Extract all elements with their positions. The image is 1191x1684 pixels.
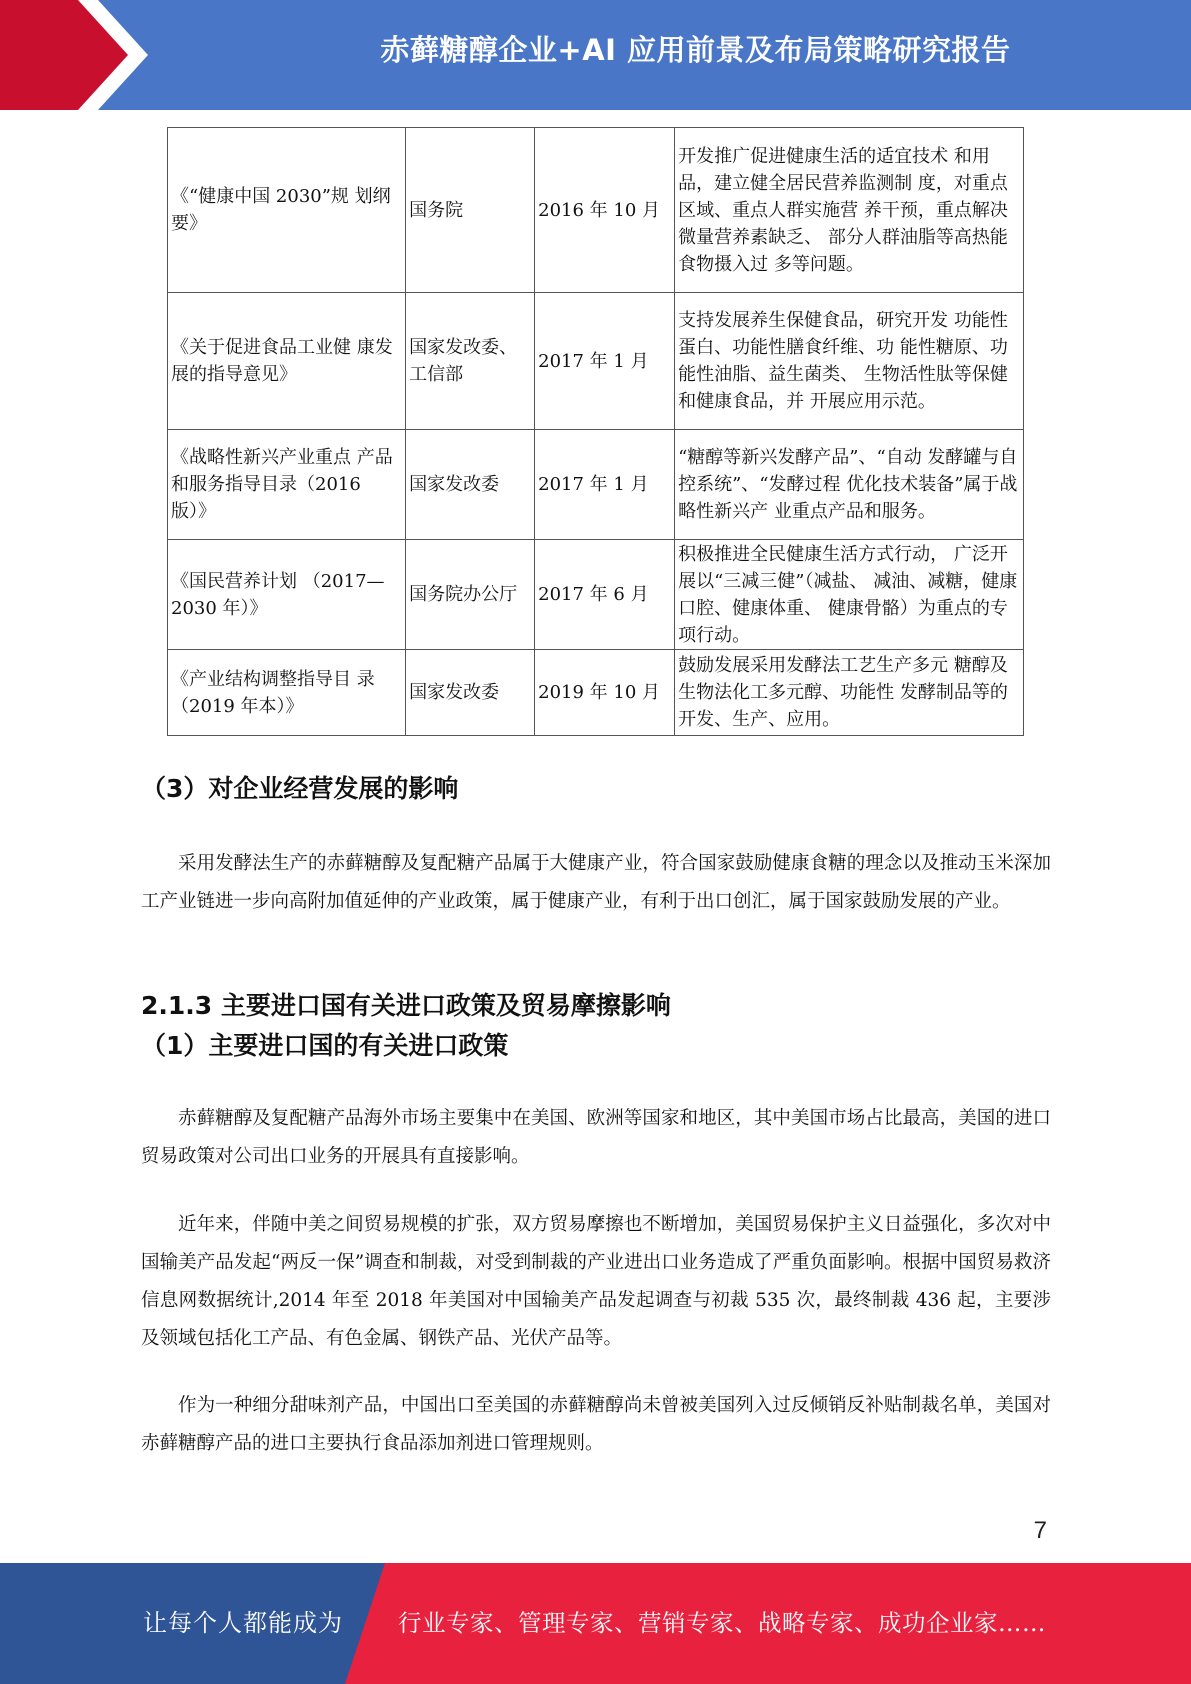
- section-heading-impact: （3）对企业经营发展的影响: [141, 774, 459, 803]
- table-row: [168, 128, 1024, 293]
- page-header: [0, 0, 1191, 110]
- table-row: [168, 293, 1024, 430]
- content-cell: 鼓励发展采用发酵法工艺生产多元 糖醇及生物法化工多元醇、功能性 发酵制品等的开发、生产、应用。: [675, 650, 1024, 736]
- table-row: [168, 430, 1024, 540]
- date-cell: 2017 年 6 月: [535, 540, 675, 650]
- issuer-cell: 国家发改委、工信部: [406, 293, 535, 430]
- report-title: 赤藓糖醇企业+AI 应用前景及布局策略研究报告: [380, 33, 1011, 67]
- header-arrow-decoration: [0, 0, 160, 110]
- table-row: [168, 650, 1024, 736]
- issuer-cell: 国家发改委: [406, 650, 535, 736]
- issuer-cell: 国家发改委: [406, 430, 535, 540]
- date-cell: 2016 年 10 月: [535, 128, 675, 293]
- issuer-cell: 国务院办公厅: [406, 540, 535, 650]
- paragraph-3: 作为一种细分甜味剂产品，中国出口至美国的赤藓糖醇尚未曾被美国列入过反倾销反补贴制裁名单，美国对赤藓糖醇产品的进口主要执行食品添加剂进口管理规则。: [141, 1395, 1051, 1454]
- policy-name-cell: 《国民营养计划 （2017—2030 年）》: [168, 540, 406, 650]
- policy-name-cell: 《关于促进食品工业健 康发展的指导意见》: [168, 293, 406, 430]
- policy-name-cell: 《产业结构调整指导目 录（2019 年本）》: [168, 650, 406, 736]
- footer-slogan-right: 行业专家、管理专家、营销专家、战略专家、成功企业家……: [398, 1609, 1046, 1637]
- footer-slogan-left: 让每个人都能成为: [143, 1609, 343, 1637]
- date-cell: 2019 年 10 月: [535, 650, 675, 736]
- page-number: 7: [1033, 1517, 1047, 1544]
- policy-name-cell: 《“健康中国 2030”规 划纲要》: [168, 128, 406, 293]
- content-cell: 开发推广促进健康生活的适宜技术 和用品，建立健全居民营养监测制 度，对重点区域、重点人群实施营 养干预，重点解决微量营养素缺乏、 部分人群油脂等高热能食物摄入过 多等问题。: [675, 128, 1024, 293]
- policy-table: [167, 127, 1024, 736]
- table-row: [168, 540, 1024, 650]
- section-heading-2-1-3: 2.1.3 主要进口国有关进口政策及贸易摩擦影响: [141, 991, 671, 1020]
- content-cell: “糖醇等新兴发酵产品”、“自动 发酵罐与自控系统”、“发酵过程 优化技术装备”属于战略性新兴产 业重点产品和服务。: [675, 430, 1024, 540]
- content-cell: 支持发展养生保健食品，研究开发 功能性蛋白、功能性膳食纤维、功 能性糖原、功能性油脂、益生菌类、 生物活性肽等保健和健康食品，并 开展应用示范。: [675, 293, 1024, 430]
- policy-name-cell: 《战略性新兴产业重点 产品和服务指导目录（2016 版）》: [168, 430, 406, 540]
- section-heading-import-policy: （1）主要进口国的有关进口政策: [141, 1031, 509, 1060]
- paragraph-2: 近年来，伴随中美之间贸易规模的扩张，双方贸易摩擦也不断增加，美国贸易保护主义日益强化，多次对中国输美产品发起“两反一保”调查和制裁，对受到制裁的产业进出口业务造成了严重负面影响。根据中国贸易救济信息网数据统计,2014 年至 2018 年美国对中国输美产品发起调查与初裁 535 次，最终制裁 436 起，主要涉及领域包括化工产品、有色金属、钢铁产品、光伏产品等。: [141, 1214, 1051, 1349]
- content-cell: 积极推进全民健康生活方式行动， 广泛开展以“三减三健”（减盐、 减油、减糖，健康口腔、健康体重、 健康骨骼）为重点的专项行动。: [675, 540, 1024, 650]
- paragraph-1: 赤藓糖醇及复配糖产品海外市场主要集中在美国、欧洲等国家和地区，其中美国市场占比最高，美国的进口贸易政策对公司出口业务的开展具有直接影响。: [141, 1108, 1051, 1167]
- date-cell: 2017 年 1 月: [535, 430, 675, 540]
- date-cell: 2017 年 1 月: [535, 293, 675, 430]
- issuer-cell: 国务院: [406, 128, 535, 293]
- page-footer: [0, 1563, 1191, 1684]
- paragraph-impact: 采用发酵法生产的赤藓糖醇及复配糖产品属于大健康产业，符合国家鼓励健康食糖的理念以及推动玉米深加工产业链进一步向高附加值延伸的产业政策，属于健康产业，有利于出口创汇，属于国家鼓励发展的产业。: [141, 853, 1051, 912]
